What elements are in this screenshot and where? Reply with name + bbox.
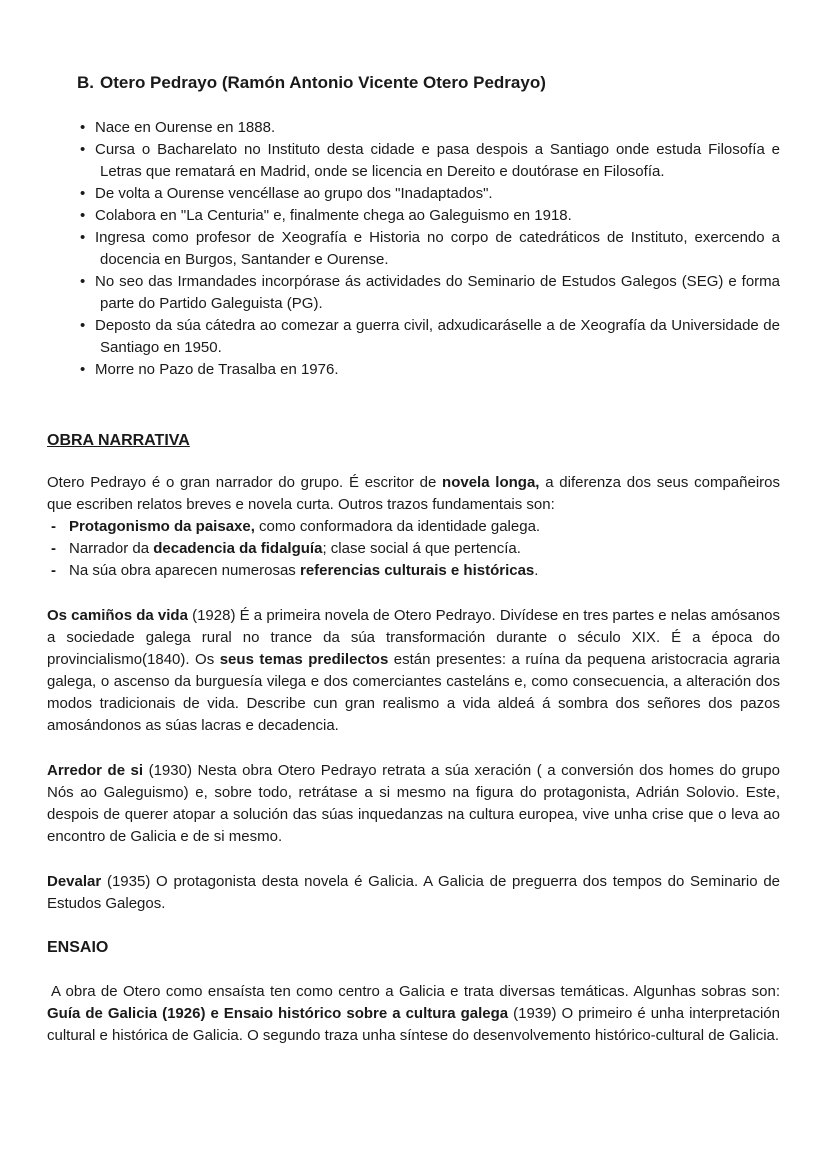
list-item	[69, 560, 780, 582]
list-item: • Morre no Pazo de Trasalba en 1976.	[100, 359, 780, 381]
text-run: Narrador da	[69, 540, 154, 557]
ensaio-paragraph	[47, 981, 780, 1047]
text-run: (1930) Nesta obra Otero Pedrayo retrata a súa xeración ( a conversión dos homes do grupo Nós ao Galeguismo) e, sobre todo, retrátase a si mesmo na figura do protagonista, Adrián Solovio. Este, despois de querer atopar a solución das súas inquedanzas na cultura europea, vive unha crise que o leva ao encontro de Galicia e de si mesmo.	[47, 762, 780, 845]
section-title-text: Otero Pedrayo (Ramón Antonio Vicente Otero Pedrayo)	[100, 73, 546, 92]
text-run-bold: referencias culturais e históricas	[299, 562, 535, 579]
text-run-bold: seus temas predilectos	[219, 651, 389, 668]
list-item	[69, 516, 780, 538]
ensaio-heading: ENSAIO	[47, 939, 109, 956]
list-item: • No seo das Irmandades incorpórase ás actividades do Seminario de Estudos Galegos (SEG) e forma parte do Partido Galeguista (PG).	[100, 271, 780, 315]
list-item	[69, 538, 780, 560]
text-run: ; clase social á que pertencía.	[322, 540, 521, 557]
text-run: A obra de Otero como ensaísta ten como centro a Galicia e trata diversas temáticas. Algunhas sobras son:	[51, 983, 780, 1000]
section-title-marker: B.	[77, 73, 94, 92]
text-run: a diferenza dos seus compañeiros que escriben relatos breves e novela curta. Outros trazos fundamentais son:	[47, 474, 780, 513]
list-item: • Cursa o Bacharelato no Instituto desta cidade e pasa despois a Santiago onde estuda Filosofía e Letras que rematará en Madrid, onde se licencia en Dereito e doutórase en Filosofía.	[100, 139, 780, 183]
obra-narrativa-intro-paragraph	[47, 472, 780, 516]
list-item: • Colabora en "La Centuria" e, finalmente chega ao Galeguismo en 1918.	[100, 205, 780, 227]
text-run: (1928) É a primeira novela de Otero Pedrayo. Divídese en tres partes e nelas amósanos a sociedade galega rural no trance da súa transformación durante o século XIX. É a época do provincialismo(1840). Os	[47, 607, 781, 668]
text-run-bold: Protagonismo da paisaxe,	[69, 518, 255, 535]
work-title: Os camiños da vida	[47, 607, 188, 624]
text-run: Na súa obra aparecen numerosas	[69, 562, 300, 579]
list-item: • De volta a Ourense vencéllase ao grupo dos "Inadaptados".	[100, 183, 780, 205]
text-run: están presentes: a ruína da pequena aristocracia agraria galega, o ascenso da burguesía vilega e dos comerciantes casteláns e, como consecuencia, a alteración dos modos tradicionais de vida. Describe cun gran realismo a vida aldeá á sombra dos señores dos pazos amosándonos as súas lacras e decadencia.	[47, 651, 780, 734]
text-run: Otero Pedrayo é o gran narrador do grupo. É escritor de	[47, 474, 443, 491]
text-run: (1939) O primeiro é unha interpretación cultural e histórica de Galicia. O segundo traza unha síntese do desenvolvemento histórico-cultural de Galicia.	[47, 1005, 780, 1044]
text-run: (1935) O protagonista desta novela é Galicia. A Galicia de preguerra dos tempos do Seminario de Estudos Galegos.	[47, 873, 780, 912]
section-title	[77, 72, 780, 94]
list-item: • Ingresa como profesor de Xeografía e Historia no corpo de catedráticos de Instituto, exercendo a docencia en Burgos, Santander e Ourense.	[100, 227, 780, 271]
text-run-bold: novela longa,	[442, 474, 540, 491]
biography-bullet-list	[47, 117, 780, 381]
text-run-bold: Guía de Galicia (1926) e Ensaio histórico sobre a cultura galega	[47, 1005, 509, 1022]
obra-narrativa-heading: OBRA NARRATIVA	[47, 432, 190, 449]
text-run-bold: decadencia da fidalguía	[153, 540, 323, 557]
work-title: Devalar	[47, 873, 102, 890]
text-run: como conformadora da identidade galega.	[254, 518, 541, 535]
work-title: Arredor de si	[47, 762, 144, 779]
list-item: • Deposto da súa cátedra ao comezar a guerra civil, adxudicaráselle a de Xeografía da Universidade de Santiago en 1950.	[100, 315, 780, 359]
work-paragraph-devalar	[47, 871, 780, 915]
list-item: • Nace en Ourense en 1888.	[100, 117, 780, 139]
traits-dash-list	[47, 516, 780, 582]
work-paragraph-arredor-de-si	[47, 760, 780, 848]
text-run: .	[534, 562, 539, 579]
work-paragraph-os-caminos-da-vida	[47, 605, 780, 737]
